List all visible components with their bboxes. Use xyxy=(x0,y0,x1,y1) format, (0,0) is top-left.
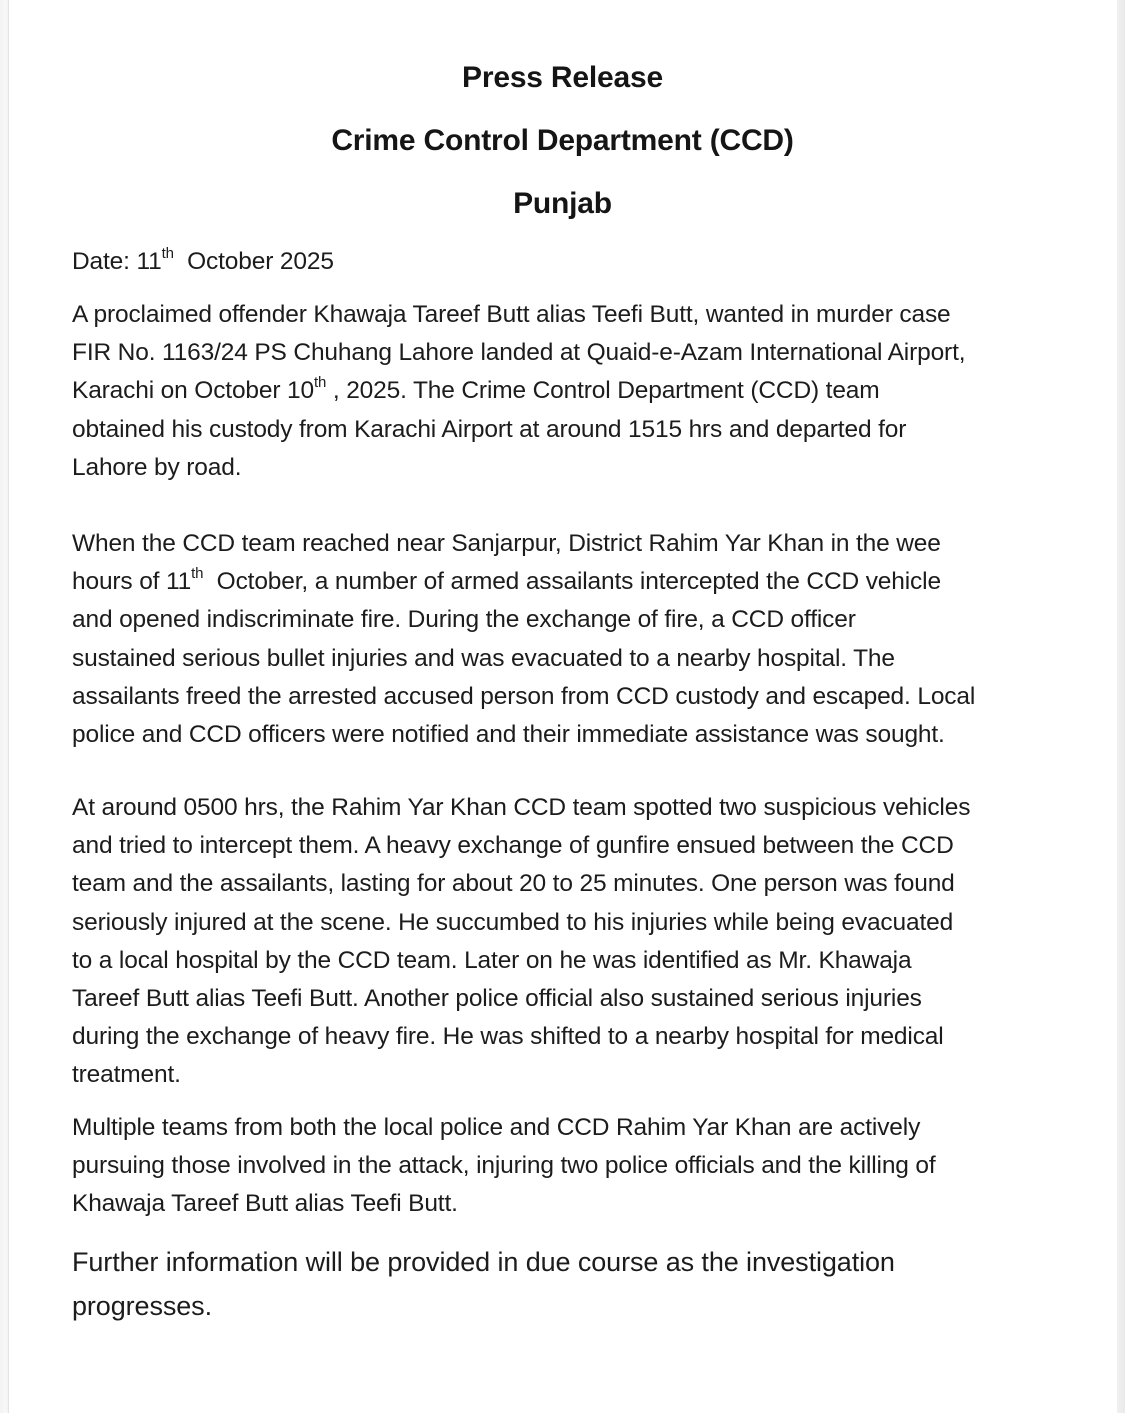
paragraph-line: during the exchange of heavy fire. He was shifted to a nearby hospital for medical xyxy=(72,1023,944,1051)
paragraph-line: pursuing those involved in the attack, injuring two police officials and the killing of xyxy=(72,1152,936,1180)
paragraph-line: Lahore by road. xyxy=(72,453,242,481)
date-prefix: Date: 11 xyxy=(72,248,162,275)
line-segment: hours of 11 xyxy=(72,568,192,596)
ordinal-suffix: th xyxy=(191,565,204,583)
paragraph-line: Khawaja Tareef Butt alias Teefi Butt. xyxy=(72,1190,458,1218)
paragraph-line: treatment. xyxy=(72,1061,181,1089)
release-date xyxy=(72,243,1072,281)
line-segment: October, a number of armed assailants intercepted the CCD vehicle xyxy=(203,568,941,596)
line-segment: , 2025. The Crime Control Department (CCD) team xyxy=(326,377,880,405)
paragraph-line: and tried to intercept them. A heavy exchange of gunfire ensued between the CCD xyxy=(72,832,954,860)
paragraph-line: Further information will be provided in due course as the investigation xyxy=(72,1247,895,1277)
paragraph-line: and opened indiscriminate fire. During the exchange of fire, a CCD officer xyxy=(72,606,856,634)
paragraph-line: At around 0500 hrs, the Rahim Yar Khan CCD team spotted two suspicious vehicles xyxy=(72,794,971,821)
paragraph-3 xyxy=(72,789,1072,1095)
paragraph-line: sustained serious bullet injuries and was evacuated to a nearby hospital. The xyxy=(72,644,895,672)
paragraph-line: FIR No. 1163/24 PS Chuhang Lahore landed at Quaid-e-Azam International Airport, xyxy=(72,339,966,367)
paragraph-line xyxy=(72,372,1072,410)
paragraph-line: Tareef Butt alias Teefi Butt. Another police official also sustained serious injuries xyxy=(72,985,922,1013)
paragraph-2 xyxy=(72,525,1072,754)
paragraph-line: team and the assailants, lasting for about 20 to 25 minutes. One person was found xyxy=(72,870,955,898)
date-ordinal: th xyxy=(161,244,174,262)
paragraph-line: obtained his custody from Karachi Airport at around 1515 hrs and departed for xyxy=(72,415,907,443)
closing-statement xyxy=(72,1240,1072,1328)
paragraph-4 xyxy=(72,1109,1072,1224)
ordinal-suffix: th xyxy=(314,374,327,392)
province-name: Punjab xyxy=(513,187,612,220)
paragraph-line xyxy=(72,563,1072,601)
paragraph-line: Multiple teams from both the local police and CCD Rahim Yar Khan are actively xyxy=(72,1114,921,1141)
paragraph-line: A proclaimed offender Khawaja Tareef Butt alias Teefi Butt, wanted in murder case xyxy=(72,301,951,328)
paragraph-line: progresses. xyxy=(72,1291,212,1321)
press-release-title: Press Release xyxy=(462,61,663,94)
paragraph-line: police and CCD officers were notified and their immediate assistance was sought. xyxy=(72,721,945,749)
line-segment: Karachi on October 10 xyxy=(72,377,314,405)
paragraph-line: seriously injured at the scene. He succumbed to his injuries while being evacuated xyxy=(72,908,954,936)
paragraph-line: When the CCD team reached near Sanjarpur, District Rahim Yar Khan in the wee xyxy=(72,530,941,557)
date-suffix: October 2025 xyxy=(173,248,334,275)
department-name: Crime Control Department (CCD) xyxy=(331,124,794,157)
paragraph-line: to a local hospital by the CCD team. Later on he was identified as Mr. Khawaja xyxy=(72,946,912,974)
paragraph-1 xyxy=(72,296,1072,487)
paragraph-line: assailants freed the arrested accused person from CCD custody and escaped. Local xyxy=(72,682,976,710)
